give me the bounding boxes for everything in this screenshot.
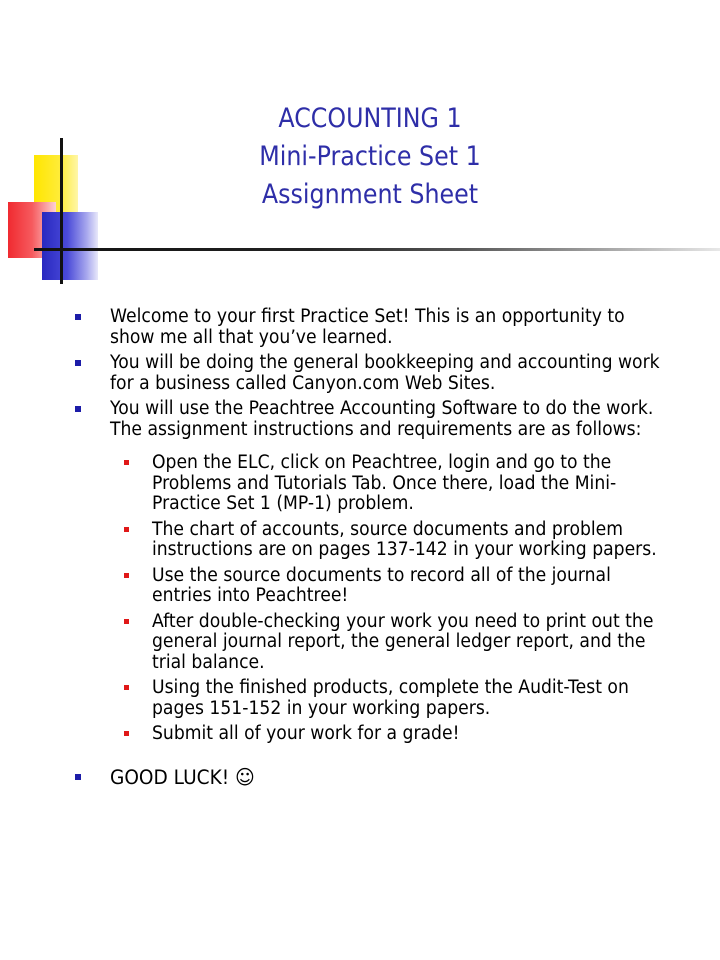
- bullet-text: You will use the Peachtree Accounting Software to do the work. The assignment instructions and requirements are as follows:: [110, 398, 654, 440]
- red-square-bullet-icon: [124, 527, 129, 532]
- slide-body: [0, 307, 720, 789]
- square-bullet-icon: [75, 774, 81, 780]
- bullet-text: You will be doing the general bookkeeping and accounting work for a business called Canyon.com Web Sites.: [110, 352, 660, 394]
- red-square-bullet-icon: [124, 573, 129, 578]
- sub-bullet-text: After double-checking your work you need to print out the general journal report, the general ledger report, and the trial balance.: [152, 610, 654, 673]
- sub-bullet-text: Use the source documents to record all of the journal entries into Peachtree!: [152, 564, 611, 606]
- square-bullet-icon: [75, 314, 81, 320]
- decor-vertical-line: [60, 138, 63, 284]
- sub-bullet-text: Open the ELC, click on Peachtree, login and go to the Problems and Tutorials Tab. Once there, load the Mini-Practice Set 1 (MP-1) problem.: [152, 452, 617, 514]
- square-bullet-icon: [75, 406, 81, 412]
- bullet-item: [0, 353, 720, 394]
- page-title-line-1: ACCOUNTING 1: [278, 103, 462, 134]
- closing-bullet: [0, 766, 720, 789]
- bullet-item: [0, 307, 720, 348]
- closing-text: GOOD LUCK!: [110, 765, 230, 789]
- square-bullet-icon: [75, 360, 81, 366]
- page-title-line-2: Mini-Practice Set 1: [259, 141, 481, 172]
- decor-blue-square: [42, 212, 98, 280]
- red-square-bullet-icon: [124, 619, 129, 624]
- sub-bullet-list: [0, 453, 720, 745]
- page-title-line-3: Assignment Sheet: [261, 179, 479, 210]
- red-square-bullet-icon: [124, 685, 129, 690]
- sub-bullet-text: Submit all of your work for a grade!: [152, 723, 460, 744]
- sub-bullet-text: Using the finished products, complete the Audit-Test on pages 151-152 in your working papers.: [152, 677, 629, 719]
- sub-bullet-text: The chart of accounts, source documents and problem instructions are on pages 137-142 in your working papers.: [152, 518, 657, 560]
- closing-text-wrap: [110, 766, 255, 789]
- sub-bullet-item: [0, 678, 720, 719]
- red-square-bullet-icon: [124, 731, 129, 736]
- bullet-item: [0, 399, 720, 440]
- sub-bullet-item: [0, 566, 720, 607]
- smiley-icon: ☺: [235, 764, 255, 789]
- bullet-text: Welcome to your first Practice Set! This is an opportunity to show me all that you’ve learned.: [110, 306, 625, 348]
- title-underline-rule: [34, 248, 720, 251]
- sub-bullet-item: [0, 612, 720, 674]
- red-square-bullet-icon: [124, 460, 129, 465]
- sub-bullet-item: [0, 724, 720, 745]
- sub-bullet-item: [0, 453, 720, 515]
- sub-bullet-item: [0, 520, 720, 561]
